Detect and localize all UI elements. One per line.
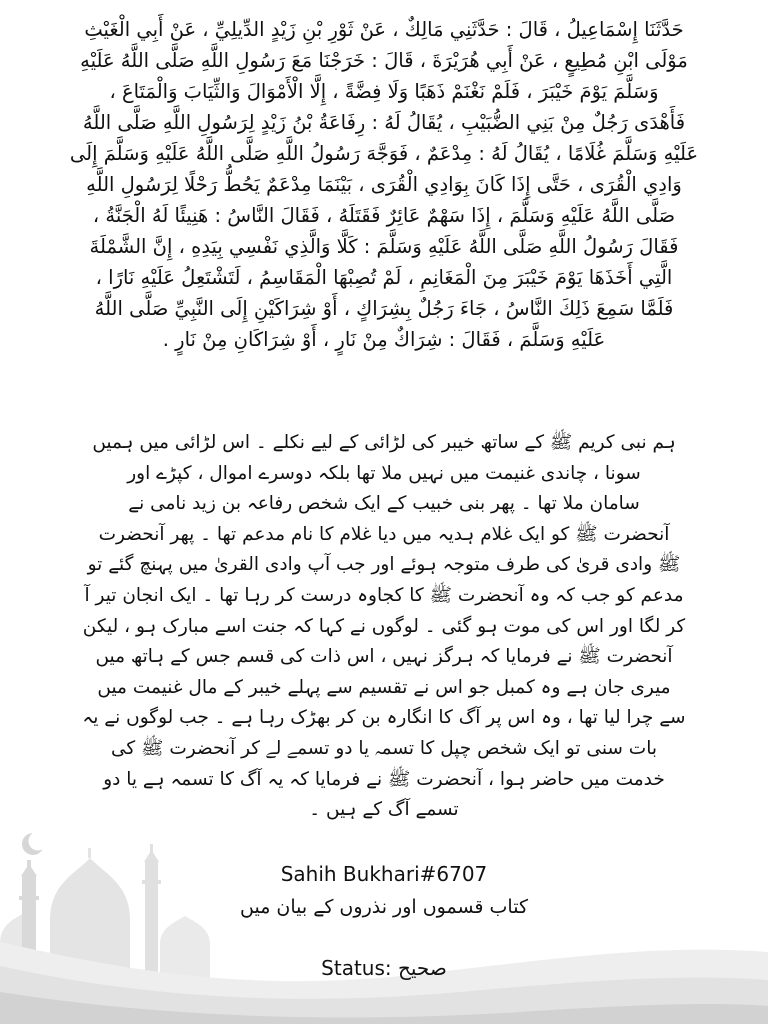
- hadith-reference-number: Sahih Bukhari#6707: [280, 862, 488, 886]
- urdu-line: آنحضرت ﷺ کو ایک غلام ہدیہ میں دیا غلام کا نام مدعم تھا ۔ پھر آنحضرت: [98, 523, 670, 545]
- hadith-status: [0, 956, 768, 980]
- urdu-line: سے چرا لیا تھا ، وہ اس پر آگ کا انگارہ بن کر بھڑک رہا ہے ۔ جب لوگوں نے یہ: [82, 707, 686, 729]
- urdu-line: سونا ، چاندی غنیمت میں نہیں ملا تھا بلکہ دوسرے اموال ، کپڑے اور: [127, 462, 641, 484]
- urdu-line: آنحضرت ﷺ نے فرمایا کہ ہرگز نہیں ، اس ذات کی قسم جس کے ہاتھ میں: [95, 646, 673, 668]
- arabic-line: فَأَهْدَى رَجُلٌ مِنْ بَنِي الضُّبَيْبِ ، يُقَالُ لَهُ : رِفَاعَةُ بْنُ زَيْدٍ لِرَسُولِ اللَّهِ صَلَّى اللَّهُ: [82, 111, 686, 134]
- urdu-line: میری جان ہے وہ کمبل جو اس نے تقسیم سے پہلے خیبر کے مال غنیمت میں: [97, 676, 671, 698]
- arabic-line: وَسَلَّمَ يَوْمَ خَيْبَرَ ، فَلَمْ نَغْنَمْ ذَهَبًا وَلَا فِضَّةً ، إِلَّا الْأَمْوَالَ وَالثِّيَابَ وَالْمَتَاعَ ،: [109, 80, 659, 103]
- urdu-line: مدعم کو جب کہ وہ آنحضرت ﷺ کا کجاوہ درست کر رہا تھا ۔ ایک انجان تیر آ: [84, 584, 684, 606]
- arabic-line: صَلَّى اللَّهُ عَلَيْهِ وَسَلَّمَ ، إِذَا سَهْمٌ عَائِرٌ فَقَتَلَهُ ، فَقَالَ النَّاسُ : هَنِيئًا لَهُ الْجَنَّةُ ،: [92, 204, 676, 227]
- arabic-line: وَادِي الْقُرَى ، حَتَّى إِذَا كَانَ بِوَادِي الْقُرَى ، بَيْنَمَا مِدْعَمٌ يَحُطُّ رَحْلًا لِرَسُولِ اللَّهِ: [86, 173, 682, 196]
- mosque-silhouette-background: [0, 824, 768, 1024]
- urdu-line: کر لگا اور اس کی موت ہو گئی ۔ لوگوں نے کہا کہ جنت اسے مبارک ہو ، لیکن: [82, 615, 686, 637]
- status-value: صحیح: [397, 956, 447, 980]
- arabic-line: عَلَيْهِ وَسَلَّمَ ، فَقَالَ : شِرَاكٌ مِنْ نَارٍ ، أَوْ شِرَاكَانِ مِنْ نَارٍ .: [162, 328, 606, 351]
- arabic-line: فَقَالَ رَسُولُ اللَّهِ صَلَّى اللَّهُ عَلَيْهِ وَسَلَّمَ : كَلَّا وَالَّذِي نَفْسِي بِيَدِهِ ، إِنَّ الشَّمْلَةَ: [89, 235, 679, 258]
- arabic-line: الَّتِي أَخَذَهَا يَوْمَ خَيْبَرَ مِنَ الْمَغَانِمِ ، لَمْ تُصِبْهَا الْمَقَاسِمُ ، لَتَشْتَعِلُ عَلَيْهِ نَارًا ،: [95, 266, 673, 289]
- urdu-line: ﷺ وادی قریٰ کی طرف متوجہ ہوئے اور جب آپ وادی القریٰ میں پہنچ گئے تو: [87, 554, 681, 576]
- urdu-line: بات سنی تو ایک شخص چپل کا تسمہ یا دو تسمے لے کر آنحضرت ﷺ کی: [110, 737, 657, 759]
- book-title: کتاب قسموں اور نذروں کے بیان میں: [240, 896, 528, 918]
- urdu-line: سامان ملا تھا ۔ پھر بنی خبیب کے ایک شخص رفاعہ بن زید نامی نے: [128, 493, 640, 515]
- arabic-line: عَلَيْهِ وَسَلَّمَ غُلَامًا ، يُقَالُ لَهُ : مِدْعَمٌ ، فَوَجَّهَ رَسُولُ اللَّهِ صَلَّى اللَّهُ عَلَيْهِ وَسَلَّمَ إِلَى: [69, 142, 699, 165]
- urdu-line: تسمے آگ کے ہیں ۔: [309, 799, 459, 821]
- urdu-line: ہم نبی کریم ﷺ کے ساتھ خیبر کی لڑائی کے لیے نکلے ۔ اس لڑائی میں ہمیں: [92, 432, 676, 453]
- arabic-line: فَلَمَّا سَمِعَ ذَلِكَ النَّاسُ ، جَاءَ رَجُلٌ بِشِرَاكٍ ، أَوْ شِرَاكَيْنِ إِلَى النَّبِيِّ صَلَّى اللَّهُ: [94, 297, 674, 320]
- status-label: Status:: [321, 956, 392, 980]
- arabic-line: حَدَّثَنَا إِسْمَاعِيلُ ، قَالَ : حَدَّثَنِي مَالِكٌ ، عَنْ ثَوْرِ بْنِ زَيْدٍ الدِّيلِيِّ ، عَنْ أَبِي الْغَيْثِ: [84, 18, 684, 41]
- arabic-hadith-text: [28, 14, 740, 355]
- crescent-moon-icon: [22, 832, 48, 856]
- urdu-line: خدمت میں حاضر ہوا ، آنحضرت ﷺ نے فرمایا کہ یہ آگ کا تسمہ ہے یا دو: [103, 768, 665, 790]
- urdu-translation: [50, 428, 718, 826]
- arabic-line: مَوْلَى ابْنِ مُطِيعٍ ، عَنْ أَبِي هُرَيْرَةَ ، قَالَ : خَرَجْنَا مَعَ رَسُولِ اللَّهِ صَلَّى اللَّهُ عَلَيْهِ: [80, 49, 688, 72]
